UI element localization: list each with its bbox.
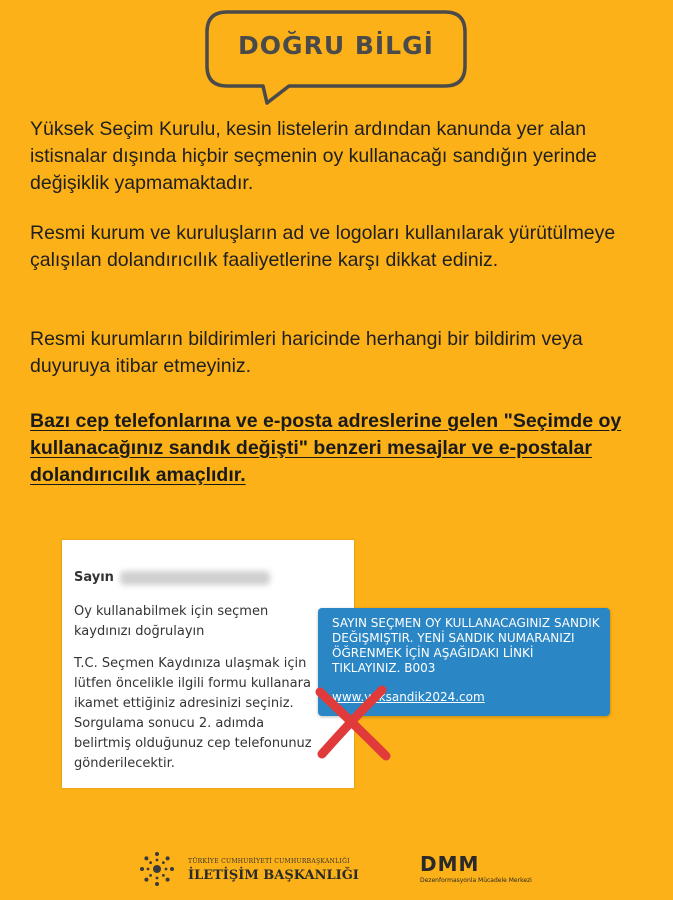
- email-line: T.C. Seçmen Kaydınıza ulaşmak için: [74, 656, 307, 671]
- fake-email-screenshot: [62, 540, 354, 788]
- email-line: belirtmiş olduğunuz cep telefonunuz: [74, 736, 312, 751]
- bold-warning: Bazı cep telefonlarına ve e-posta adreslerine gelen "Seçimde oy kullanacağınız sandık değişti" benzeri mesajlar ve e-postalar dolandırıcılık amaçlıdır.: [30, 410, 622, 486]
- email-line: lütfen öncelikle ilgili formu kullanara: [74, 676, 311, 691]
- dmm-full-name: Dezenformasyonla Mücadele Merkezi: [420, 877, 532, 884]
- email-line: gönderilecektir.: [74, 756, 175, 771]
- email-greeting: Sayın: [74, 570, 114, 585]
- blurred-name: [120, 571, 270, 585]
- dmm-logo: [418, 852, 558, 892]
- org-name: İLETİŞİM BAŞKANLIĞI: [188, 868, 359, 883]
- email-line: kaydınızı doğrulayın: [74, 624, 205, 639]
- dmm-wordmark: DMM: [420, 852, 480, 876]
- email-line: ikamet ettiğiniz adresinizi seçiniz.: [74, 696, 294, 711]
- star-emblem-icon: [134, 846, 180, 892]
- sms-text: SAYIN SEÇMEN OY KULLANACAGINIZ SANDIK DEĞIŞMIŞTIR. YENİ SANDIK NUMARANIZI ÖĞRENMEK İÇİN AŞAĞIDAKI LİNKİ TIKLAYINIZ. B003: [332, 616, 600, 675]
- paragraph-official-notices: Resmi kurumların bildirimleri haricinde herhangi bir bildirim veya duyuruya itibar etmeyiniz.: [30, 328, 583, 377]
- email-line: Sorgulama sonucu 2. adımda: [74, 716, 265, 731]
- badge-label: DOĞRU BİLGİ: [238, 31, 434, 60]
- doğru-bilgi-badge: [205, 10, 467, 106]
- org-subtitle: TÜRKİYE CUMHURİYETİ CUMHURBAŞKANLIĞI: [188, 858, 350, 865]
- paragraph-ysk: Yüksek Seçim Kurulu, kesin listelerin ardından kanunda yer alan istisnalar dışında hiçbir seçmenin oy kullanacağı sandığın yerinde değişiklik yapmamaktadır.: [30, 118, 597, 194]
- red-cross-icon: [312, 682, 392, 762]
- paragraph-fraud-warning: Resmi kurum ve kuruluşların ad ve logoları kullanılarak yürütülmeye çalışılan dolandırıcılık faaliyetlerine karşı dikkat ediniz.: [30, 222, 616, 271]
- email-line: Oy kullanabilmek için seçmen: [74, 604, 269, 619]
- sms-link: www.yeksandik2024.com: [332, 690, 485, 704]
